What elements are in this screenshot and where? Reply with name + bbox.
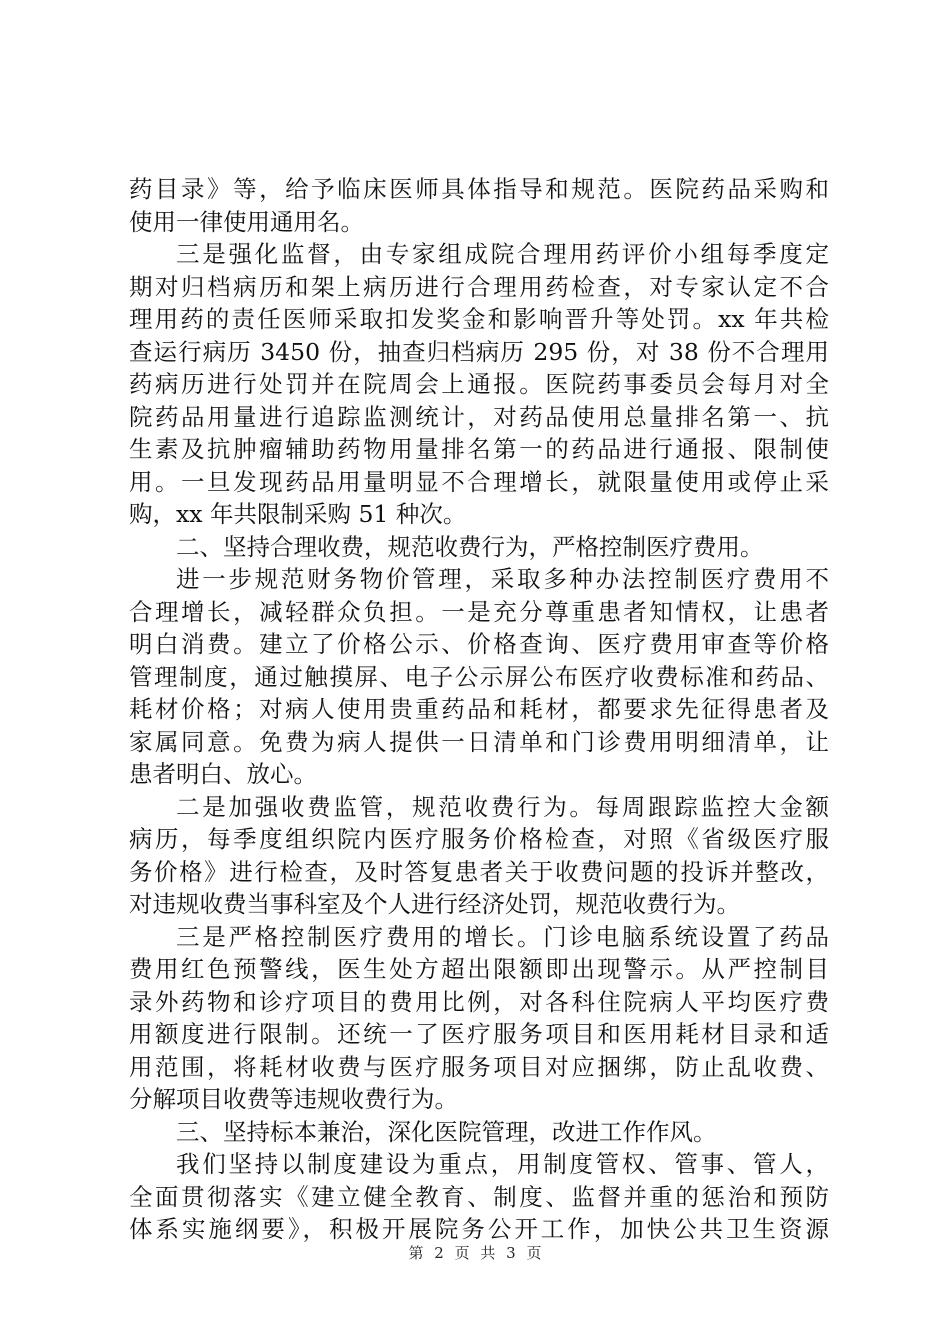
text-line: 使用一律使用通用名。: [129, 207, 364, 236]
text-line: 家属同意。免费为病人提供一日清单和门诊费用明细清单，让: [129, 727, 829, 756]
text-line: 全面贯彻落实《建立健全教育、制度、监督并重的惩治和预防: [129, 1182, 829, 1211]
text-line: 明白消费。建立了价格公示、价格查询、医疗费用审查等价格: [129, 630, 829, 658]
text-line: 录外药物和诊疗项目的费用比例，对各科住院病人平均医疗费: [129, 987, 829, 1016]
text-line: 费用红色预警线，医生处方超出限额即出现警示。从严控制目: [129, 955, 829, 983]
text-line: 查运行病历 3450 份，抽查归档病历 295 份，对 38 份不合理用: [129, 337, 829, 366]
text-line: 生素及抗肿瘤辅助药物用量排名第一的药品进行通报、限制使: [129, 435, 829, 463]
text-line: 病历，每季度组织院内医疗服务价格检查，对照《省级医疗服: [129, 825, 829, 853]
text-line: 二是加强收费监管，规范收费行为。每周跟踪监控大金额: [176, 792, 829, 821]
text-line: 管理制度，通过触摸屏、电子公示屏公布医疗收费标准和药品、: [129, 662, 829, 691]
text-line: 分解项目收费等违规收费行为。: [129, 1085, 458, 1113]
text-line: 对违规收费当事科室及个人进行经济处罚，规范收费行为。: [129, 890, 740, 918]
text-line: 三是严格控制医疗费用的增长。门诊电脑系统设置了药品: [176, 922, 829, 951]
text-line: 我们坚持以制度建设为重点，用制度管权、管事、管人，: [176, 1150, 829, 1178]
page-footer: 第 2 页 共 3 页: [408, 1244, 542, 1262]
text-line: 耗材价格；对病人使用贵重药品和耗材，都要求先征得患者及: [129, 695, 829, 723]
text-line: 理用药的责任医师采取扣发奖金和影响晋升等处罚。xx 年共检: [129, 305, 829, 333]
text-line: 用。一旦发现药品用量明显不合理增长，就限量使用或停止采: [129, 467, 829, 496]
text-line: 期对归档病历和架上病历进行合理用药检查，对专家认定不合: [129, 272, 829, 301]
text-line: 进一步规范财务物价管理，采取多种办法控制医疗费用不: [176, 565, 829, 593]
section-heading: 三、坚持标本兼治，深化医院管理，改进工作作风。: [176, 1117, 717, 1146]
text-line: 院药品用量进行追踪监测统计，对药品使用总量排名第一、抗: [129, 402, 829, 431]
document-body: [129, 173, 829, 1246]
text-line: 合理增长，减轻群众负担。一是充分尊重患者知情权，让患者: [129, 597, 829, 626]
text-line: 用额度进行限制。还统一了医疗服务项目和医用耗材目录和适: [129, 1020, 829, 1048]
text-line: 务价格》进行检查，及时答复患者关于收费问题的投诉并整改，: [129, 857, 829, 886]
text-line: 药病历进行处罚并在院周会上通报。医院药事委员会每月对全: [129, 370, 829, 398]
text-line: 患者明白、放心。: [129, 760, 317, 788]
text-line: 购，xx 年共限制采购 51 种次。: [129, 500, 467, 528]
text-line: 药目录》等，给予临床医师具体指导和规范。医院药品采购和: [129, 175, 829, 203]
text-line: 用范围，将耗材收费与医疗服务项目对应捆绑，防止乱收费、: [129, 1052, 829, 1081]
section-heading: 二、坚持合理收费，规范收费行为，严格控制医疗费用。: [176, 532, 764, 561]
text-line: 体系实施纲要》，积极开展院务公开工作，加快公共卫生资源: [129, 1215, 829, 1243]
text-line: 三是强化监督，由专家组成院合理用药评价小组每季度定: [176, 240, 829, 268]
